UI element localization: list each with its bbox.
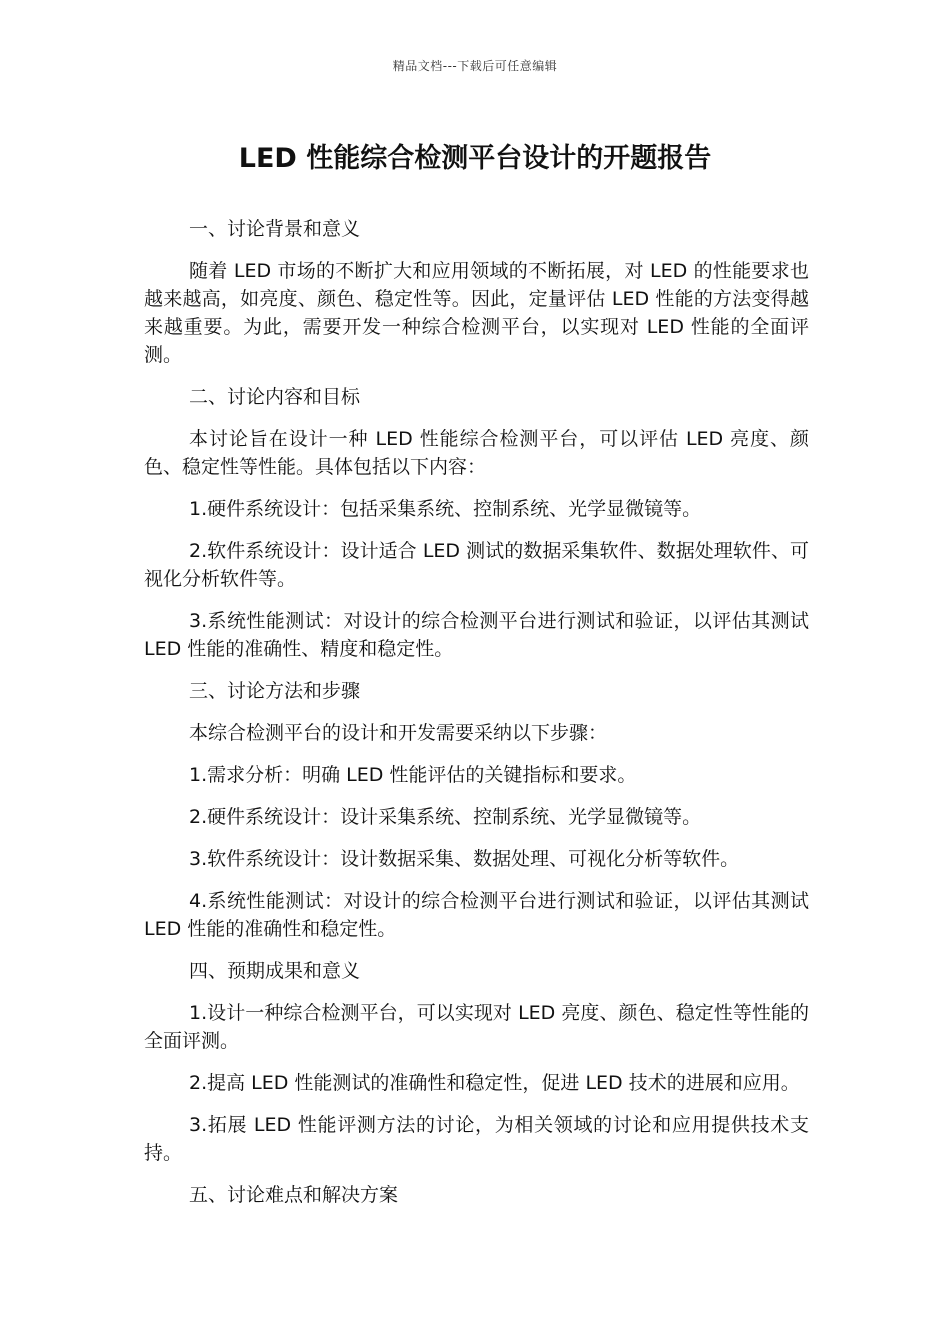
section-heading-methods: 三、讨论方法和步骤: [189, 680, 361, 702]
result-item-platform: 1.设计一种综合检测平台，可以实现对 LED 亮度、颜色、稳定性等性能的全面评测。: [144, 1002, 809, 1052]
document-body: [144, 215, 809, 1223]
step-system-testing: 4.系统性能测试：对设计的综合检测平台进行测试和验证，以评估其测试 LED 性能的准确性和稳定性。: [144, 890, 809, 940]
step-requirements-analysis: 1.需求分析：明确 LED 性能评估的关键指标和要求。: [189, 764, 637, 786]
list-item-software-design: 2.软件系统设计：设计适合 LED 测试的数据采集软件、数据处理软件、可视化分析软件等。: [144, 540, 809, 590]
section-heading-background: 一、讨论背景和意义: [189, 218, 361, 240]
list-item-hardware-design: 1.硬件系统设计：包括采集系统、控制系统、光学显微镜等。: [189, 498, 702, 520]
paragraph-methods-intro: 本综合检测平台的设计和开发需要采纳以下步骤：: [189, 722, 608, 744]
section-heading-content-goals: 二、讨论内容和目标: [189, 386, 361, 408]
section-heading-difficulties: 五、讨论难点和解决方案: [189, 1184, 399, 1206]
document-title: LED 性能综合检测平台设计的开题报告: [238, 143, 712, 174]
paragraph-background: 随着 LED 市场的不断扩大和应用领域的不断拓展，对 LED 的性能要求也越来越高，如亮度、颜色、稳定性等。因此，定量评估 LED 性能的方法变得越来越重要。为此，需要开发一种综合检测平台，以实现对 LED 性能的全面评测。: [144, 260, 809, 366]
step-hardware-design: 2.硬件系统设计：设计采集系统、控制系统、光学显微镜等。: [189, 806, 702, 828]
result-item-accuracy: 2.提高 LED 性能测试的准确性和稳定性，促进 LED 技术的进展和应用。: [189, 1072, 800, 1094]
section-heading-expected-results: 四、预期成果和意义: [189, 960, 361, 982]
paragraph-content-intro: 本讨论旨在设计一种 LED 性能综合检测平台，可以评估 LED 亮度、颜色、稳定性等性能。具体包括以下内容：: [144, 428, 809, 478]
header-note: 精品文档---下载后可任意编辑: [392, 59, 558, 73]
list-item-system-testing: 3.系统性能测试：对设计的综合检测平台进行测试和验证，以评估其测试 LED 性能的准确性、精度和稳定性。: [144, 610, 809, 660]
step-software-design: 3.软件系统设计：设计数据采集、数据处理、可视化分析等软件。: [189, 848, 740, 870]
result-item-methods: 3.拓展 LED 性能评测方法的讨论，为相关领域的讨论和应用提供技术支持。: [144, 1114, 809, 1164]
